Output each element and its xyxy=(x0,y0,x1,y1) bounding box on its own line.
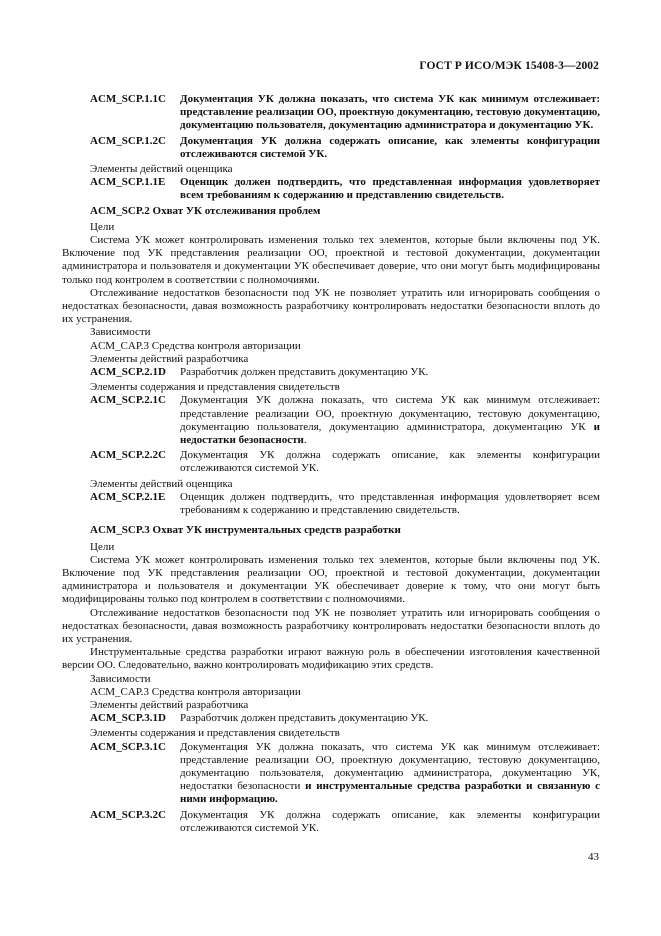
section-heading-acm-scp-3: ACM_SCP.3 Охват УК инструментальных средств разработки xyxy=(90,524,401,537)
subsection-label: Зависимости xyxy=(90,672,151,685)
requirement-acm-scp-3-1c xyxy=(62,741,600,807)
requirement-text: Документация УК должна содержать описание, как элементы конфигурации отслеживаются системой УК. xyxy=(180,449,600,475)
requirement-acm-scp-2-1d xyxy=(62,366,600,379)
requirement-acm-scp-1-2c xyxy=(62,135,600,161)
paragraph: Отслеживание недостатков безопасности под УК не позволяет утратить или игнорировать сообщения о недостатках безопасности, давая возможность разработчику контролировать недостатки безопасности вплоть до их устранения. xyxy=(62,606,600,645)
dependency-item: ACM_CAP.3 Средства контроля авторизации xyxy=(90,685,301,698)
requirement-text xyxy=(180,394,600,447)
requirement-text-emphasis: и инструментальные средства разработки и связанную с ними информацию. xyxy=(180,780,601,806)
requirement-id: ACM_SCP.2.2C xyxy=(90,449,166,462)
paragraph: Система УК может контролировать изменения только тех элементов, которые были включены под УК. Включение под УК представления реализации ОО, проектной и тестовой документации, документации администратора и пользователя и документации УК обеспечивает доверие к тому, что они могут быть модифицированы только под контролем в соответствии с полномочиями. xyxy=(62,553,600,606)
requirement-acm-scp-3-2c xyxy=(62,809,600,835)
requirement-text-plain: Документация УК должна показать, что система УК как минимум отслеживает: представление реализации ОО, проектную документацию, тестовую документацию, документацию пользователя, документацию администратора, документацию УК, недостатки безопасности xyxy=(180,740,600,793)
document-code-header: ГОСТ Р ИСО/МЭК 15408-3—2002 xyxy=(419,60,599,72)
subsection-label: Зависимости xyxy=(90,326,151,339)
requirement-id: ACM_SCP.3.2C xyxy=(90,808,166,821)
subsection-label: Элементы действий оценщика xyxy=(90,163,233,176)
requirement-text: Документация УК должна содержать описание, как элементы конфигурации отслеживаются системой УК. xyxy=(180,808,600,834)
requirement-id: ACM_SCP.3.1C xyxy=(90,740,166,753)
requirement-acm-scp-3-1d xyxy=(62,712,600,725)
subsection-label: Элементы действий разработчика xyxy=(90,698,249,711)
subsection-label: Цели xyxy=(90,220,115,233)
requirement-acm-scp-2-1e xyxy=(62,491,600,517)
page-number: 43 xyxy=(588,851,599,863)
section-heading-acm-scp-2: ACM_SCP.2 Охват УК отслеживания проблем xyxy=(90,204,321,217)
requirement-text: Документация УК должна показать, что система УК как минимум отслеживает: представление реализации ОО, проектную документацию, тестовую документацию, документацию пользователя, документацию администратора и документацию УК. xyxy=(180,93,600,132)
subsection-label: Элементы действий разработчика xyxy=(90,352,249,365)
requirement-id: ACM_SCP.2.1D xyxy=(90,366,166,379)
subsection-label: Элементы действий оценщика xyxy=(90,477,233,490)
requirement-acm-scp-1-1e xyxy=(62,176,600,202)
paragraph: Отслеживание недостатков безопасности под УК не позволяет утратить или игнорировать сообщения о недостатках безопасности, давая возможность разработчику контролировать недостатки безопасности вплоть до их устранения. xyxy=(62,286,600,326)
subsection-label: Цели xyxy=(90,540,115,553)
requirement-acm-scp-1-1c xyxy=(62,93,600,133)
subsection-label: Элементы содержания и представления свидетельств xyxy=(90,381,340,394)
subsection-label: Элементы содержания и представления свидетельств xyxy=(90,727,340,740)
paragraph: Система УК может контролировать изменения только тех элементов, которые были включены под УК. Включение под УК представления реализации ОО, проектной и тестовой документации, документации администратора и пользователя и документации УК обеспечивает доверие, что они могут быть модифицированы только под контролем в соответствии с полномочиями. xyxy=(62,234,600,286)
requirement-text: Разработчик должен представить документацию УК. xyxy=(180,712,429,725)
requirement-id: ACM_SCP.1.2C xyxy=(90,134,166,147)
requirement-id: ACM_SCP.2.1C xyxy=(90,394,166,407)
requirement-text-emphasis: и недостатки безопасности xyxy=(180,420,601,447)
paragraph: Инструментальные средства разработки играют важную роль в обеспечении изготовления качественной версии ОО. Следовательно, важно контролировать модификацию этих средств. xyxy=(62,646,600,672)
requirement-text: Оценщик должен подтвердить, что представленная информация удовлетворяет всем требованиям к содержанию и представлению свидетельств. xyxy=(180,490,600,517)
requirement-acm-scp-2-1c xyxy=(62,394,600,447)
requirement-acm-scp-2-2c xyxy=(62,449,600,475)
requirement-text-plain: Документация УК должна показать, что система УК как минимум отслеживает: представление реализации ОО, проектную документацию, тестовую документацию, документацию пользователя, документацию администратора, документацию УК xyxy=(180,394,600,433)
requirement-text-end: . xyxy=(303,434,307,447)
requirement-text: Оценщик должен подтвердить, что представленная информация удовлетворяет всем требованиям к содержанию и представлению свидетельств. xyxy=(180,176,600,202)
requirement-id: ACM_SCP.1.1E xyxy=(90,176,166,189)
page-content xyxy=(62,93,600,837)
requirement-id: ACM_SCP.2.1E xyxy=(90,490,166,503)
requirement-text xyxy=(180,741,600,807)
requirement-text: Документация УК должна содержать описание, как элементы конфигурации отслеживаются системой УК. xyxy=(180,134,600,160)
requirement-id: ACM_SCP.3.1D xyxy=(90,712,166,725)
requirement-id: ACM_SCP.1.1C xyxy=(90,93,166,105)
dependency-item: ACM_CAP.3 Средства контроля авторизации xyxy=(90,339,301,352)
requirement-text: Разработчик должен представить документацию УК. xyxy=(180,366,429,379)
